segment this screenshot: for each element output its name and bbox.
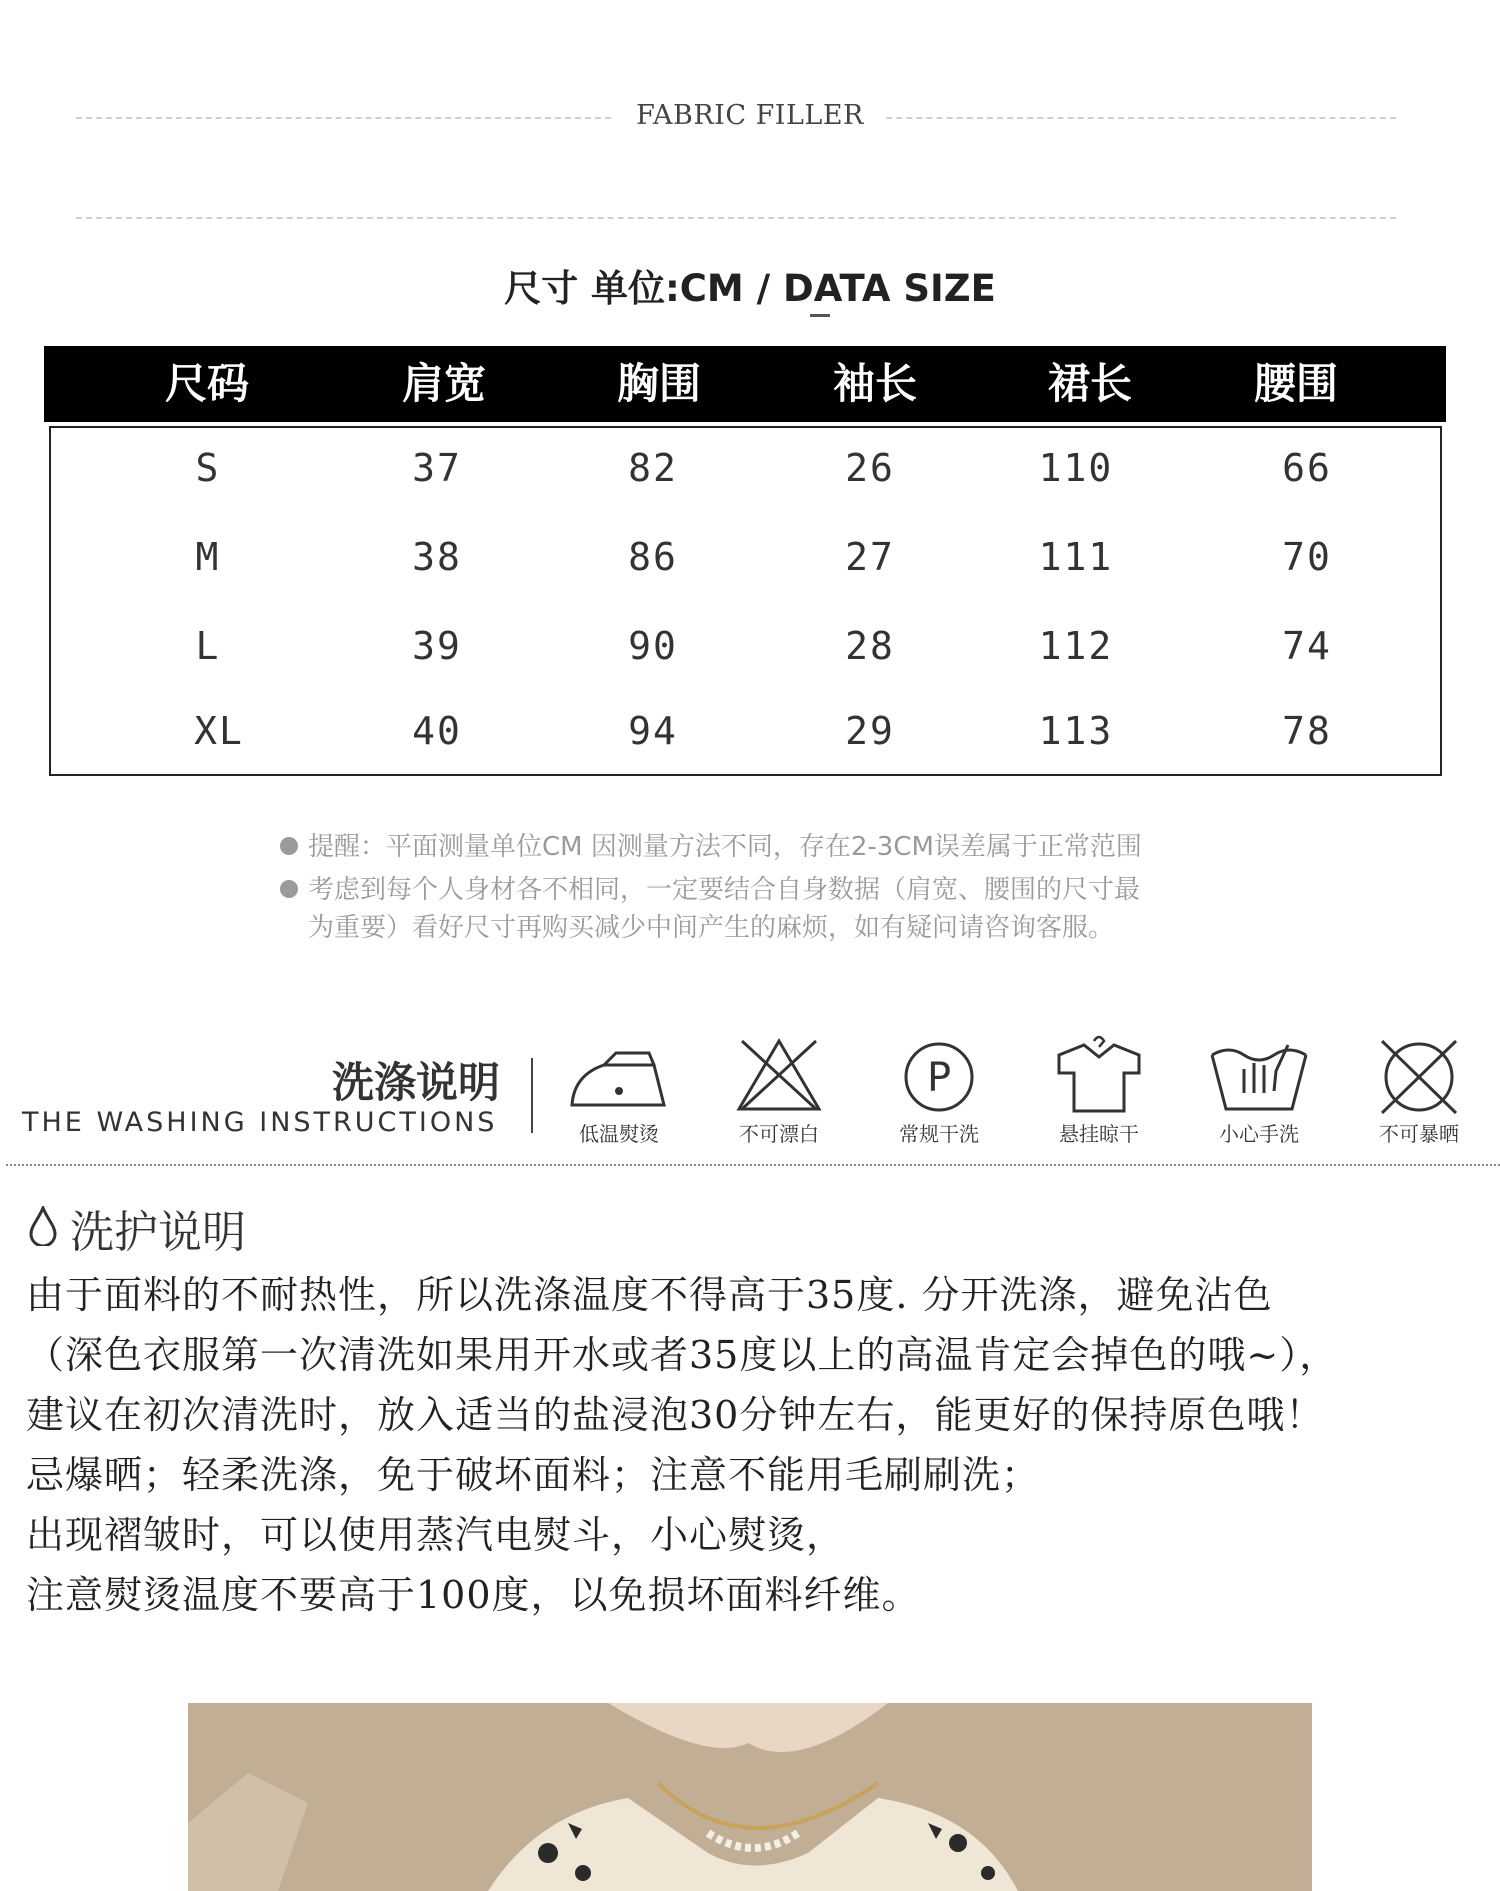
care-line: 出现褶皱时，可以使用蒸汽电熨斗，小心熨烫， (26, 1513, 846, 1557)
bullet-icon (280, 837, 298, 855)
column-header: 胸围 (616, 359, 702, 408)
divider (531, 1058, 533, 1133)
product-photo (188, 1703, 1312, 1891)
table-cell: 70 (1282, 535, 1332, 579)
size-table-header (44, 346, 1446, 422)
icon-label: 不可暴晒 (1379, 1122, 1459, 1146)
care-line: 由于面料的不耐热性，所以洗涤温度不得高于35度. 分开洗涤，避免沾色 (26, 1273, 1273, 1317)
size-title: 尺寸 单位:CM / DATA SIZE (504, 267, 996, 310)
icon-label: 常规干洗 (899, 1122, 979, 1146)
divider (76, 217, 1396, 219)
table-cell: 26 (845, 446, 895, 490)
table-cell: 39 (412, 624, 462, 668)
table-cell: 113 (1038, 709, 1114, 753)
washing-title: 洗涤说明 (331, 1058, 500, 1107)
washing-subtitle: THE WASHING INSTRUCTIONS (22, 1107, 498, 1138)
care-line: （深色衣服第一次清洗如果用开水或者35度以上的高温肯定会掉色的哦~）， (26, 1333, 1339, 1377)
table-cell: 94 (628, 709, 678, 753)
table-cell: 110 (1038, 446, 1114, 490)
table-cell: 111 (1038, 535, 1114, 579)
table-cell: 28 (845, 624, 895, 668)
note-text: 考虑到每个人身材各不相同，一定要结合自身数据（肩宽、腰围的尺寸最 (308, 875, 1141, 905)
column-header: 尺码 (164, 359, 250, 408)
table-cell: 66 (1282, 446, 1332, 490)
size-table (49, 426, 1442, 776)
table-cell: 74 (1282, 624, 1332, 668)
table-cell: 78 (1282, 709, 1332, 753)
divider (6, 1164, 1500, 1166)
table-cell: 82 (628, 446, 678, 490)
bullet-icon (280, 880, 298, 898)
table-cell: S (195, 446, 221, 490)
table-cell: 38 (412, 535, 462, 579)
icon-label: 低温熨烫 (579, 1122, 659, 1146)
table-cell: 29 (845, 709, 895, 753)
table-cell: 37 (412, 446, 462, 490)
water-drop-icon (28, 1206, 58, 1250)
note-text: 为重要）看好尺寸再购买减少中间产生的麻烦，如有疑问请咨询客服。 (308, 913, 1115, 943)
column-header: 肩宽 (401, 359, 487, 408)
icon-label: 不可漂白 (739, 1122, 819, 1146)
column-header: 裙长 (1047, 359, 1133, 408)
section-heading (0, 100, 1500, 131)
care-line: 注意熨烫温度不要高于100度，以免损坏面料纤维。 (26, 1573, 921, 1617)
table-cell: 27 (845, 535, 895, 579)
column-header: 腰围 (1253, 359, 1339, 408)
care-line: 忌爆晒；轻柔洗涤，免于破坏面料；注意不能用毛刷刷洗； (26, 1453, 1041, 1497)
table-cell: XL (194, 709, 244, 753)
table-cell: M (195, 535, 221, 579)
table-cell: 40 (412, 709, 462, 753)
title-underline (810, 314, 830, 317)
icon-label: 悬挂晾干 (1059, 1122, 1139, 1146)
care-line: 建议在初次清洗时，放入适当的盐浸泡30分钟左右，能更好的保持原色哦！ (26, 1393, 1325, 1437)
table-cell: 90 (628, 624, 678, 668)
table-cell: L (195, 624, 221, 668)
column-header: 袖长 (832, 359, 918, 408)
table-cell: 86 (628, 535, 678, 579)
icon-label: 小心手洗 (1219, 1122, 1299, 1146)
care-title: 洗护说明 (70, 1207, 246, 1258)
table-cell: 112 (1038, 624, 1114, 668)
svg-text:P: P (926, 1055, 952, 1101)
note-text: 提醒：平面测量单位CM 因测量方法不同，存在2-3CM误差属于正常范围 (308, 832, 1142, 862)
filler-label: FABRIC FILLER (618, 100, 882, 131)
